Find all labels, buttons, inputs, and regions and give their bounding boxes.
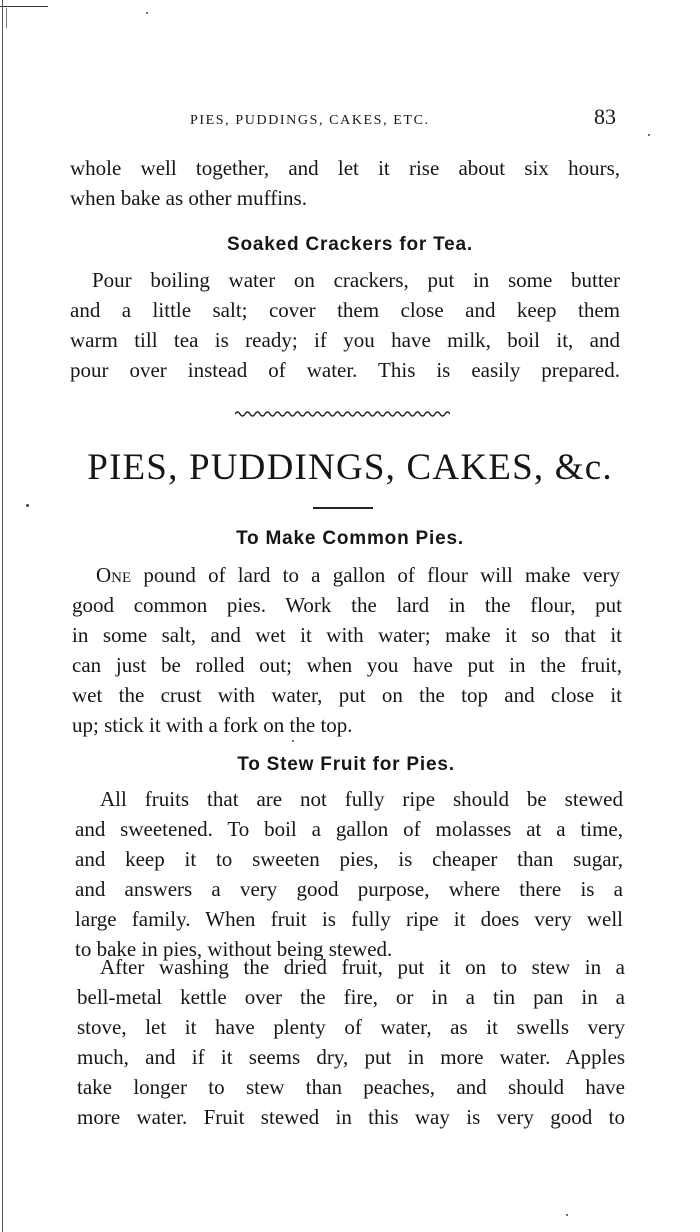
text-line: pour over instead of water. This is easily prepared. [70,358,620,382]
text-line: wet the crust with water, put on the top and close it [72,683,622,707]
section-rule [313,507,373,509]
text-line: Pour boiling water on crackers, put in some butter [92,268,620,292]
first-line-rest: pound of lard to a gallon of flour will make very [131,563,620,587]
text-line: warm till tea is ready; if you have milk, boil it, and [70,328,620,352]
text-line: up; stick it with a fork on the top. [72,713,353,737]
text-line: and a little salt; cover them close and keep them [70,298,620,322]
text-line: more water. Fruit stewed in this way is very good to [77,1105,625,1129]
text-line: stove, let it have plenty of water, as it swells very [77,1015,625,1039]
text-line: in some salt, and wet it with water; make it so that it [72,623,622,647]
text-line: take longer to stew than peaches, and should have [77,1075,625,1099]
text-line: and answers a very good purpose, where there is a [75,877,623,901]
text-line: when bake as other muffins. [70,186,307,210]
scan-edge-left [2,0,3,1232]
recipe-paragraph-stew-fruit-second [77,982,625,1132]
text-line: bell-metal kettle over the fire, or in a tin pan in a [77,985,625,1009]
continuation-paragraph [70,153,620,213]
scan-speck [648,134,650,136]
text-line: and sweetened. To boil a gallon of molasses at a time, [75,817,623,841]
recipe-paragraph-stew-fruit-second-first [100,952,625,982]
running-head: PIES, PUDDINGS, CAKES, ETC. [190,113,430,128]
recipe-title-stew-fruit: To Stew Fruit for Pies. [237,754,455,775]
text-line: After washing the dried fruit, put it on to stew in a [100,955,625,979]
scan-speck [292,740,294,742]
recipe-paragraph-crackers [70,295,620,385]
text-line: large family. When fruit is fully ripe it does very well [75,907,623,931]
text-line: whole well together, and let it rise about six hours, [70,156,620,180]
text-line: can just be rolled out; when you have put in the fruit, [72,653,622,677]
text-line: much, and if it seems dry, put in more water. Apples [77,1045,625,1069]
text-line: good common pies. Work the lard in the flour, put [72,593,622,617]
recipe-paragraph-common-pies-first [96,560,620,590]
text-line: and keep it to sweeten pies, is cheaper than sugar, [75,847,623,871]
recipe-paragraph-crackers-first [92,265,620,295]
text-line: to bake in pies, without being stewed. [75,937,393,961]
recipe-title-common-pies: To Make Common Pies. [236,528,464,549]
drop-word: One [96,563,132,587]
scan-edge-mark [6,8,7,28]
scan-speck [146,12,148,14]
scan-speck [566,1214,568,1216]
text-line [96,560,620,590]
recipe-paragraph-stew-fruit [75,814,623,964]
scan-speck [26,504,29,507]
page-number: 83 [594,104,616,129]
scan-edge-top [0,6,48,7]
text-line: All fruits that are not fully ripe should be stewed [100,787,623,811]
section-title: PIES, PUDDINGS, CAKES, &c. [87,447,613,488]
recipe-paragraph-stew-fruit-first [100,784,623,814]
wavy-divider-ornament [235,410,450,418]
recipe-paragraph-common-pies [72,590,622,740]
recipe-title-soaked-crackers: Soaked Crackers for Tea. [227,234,473,255]
